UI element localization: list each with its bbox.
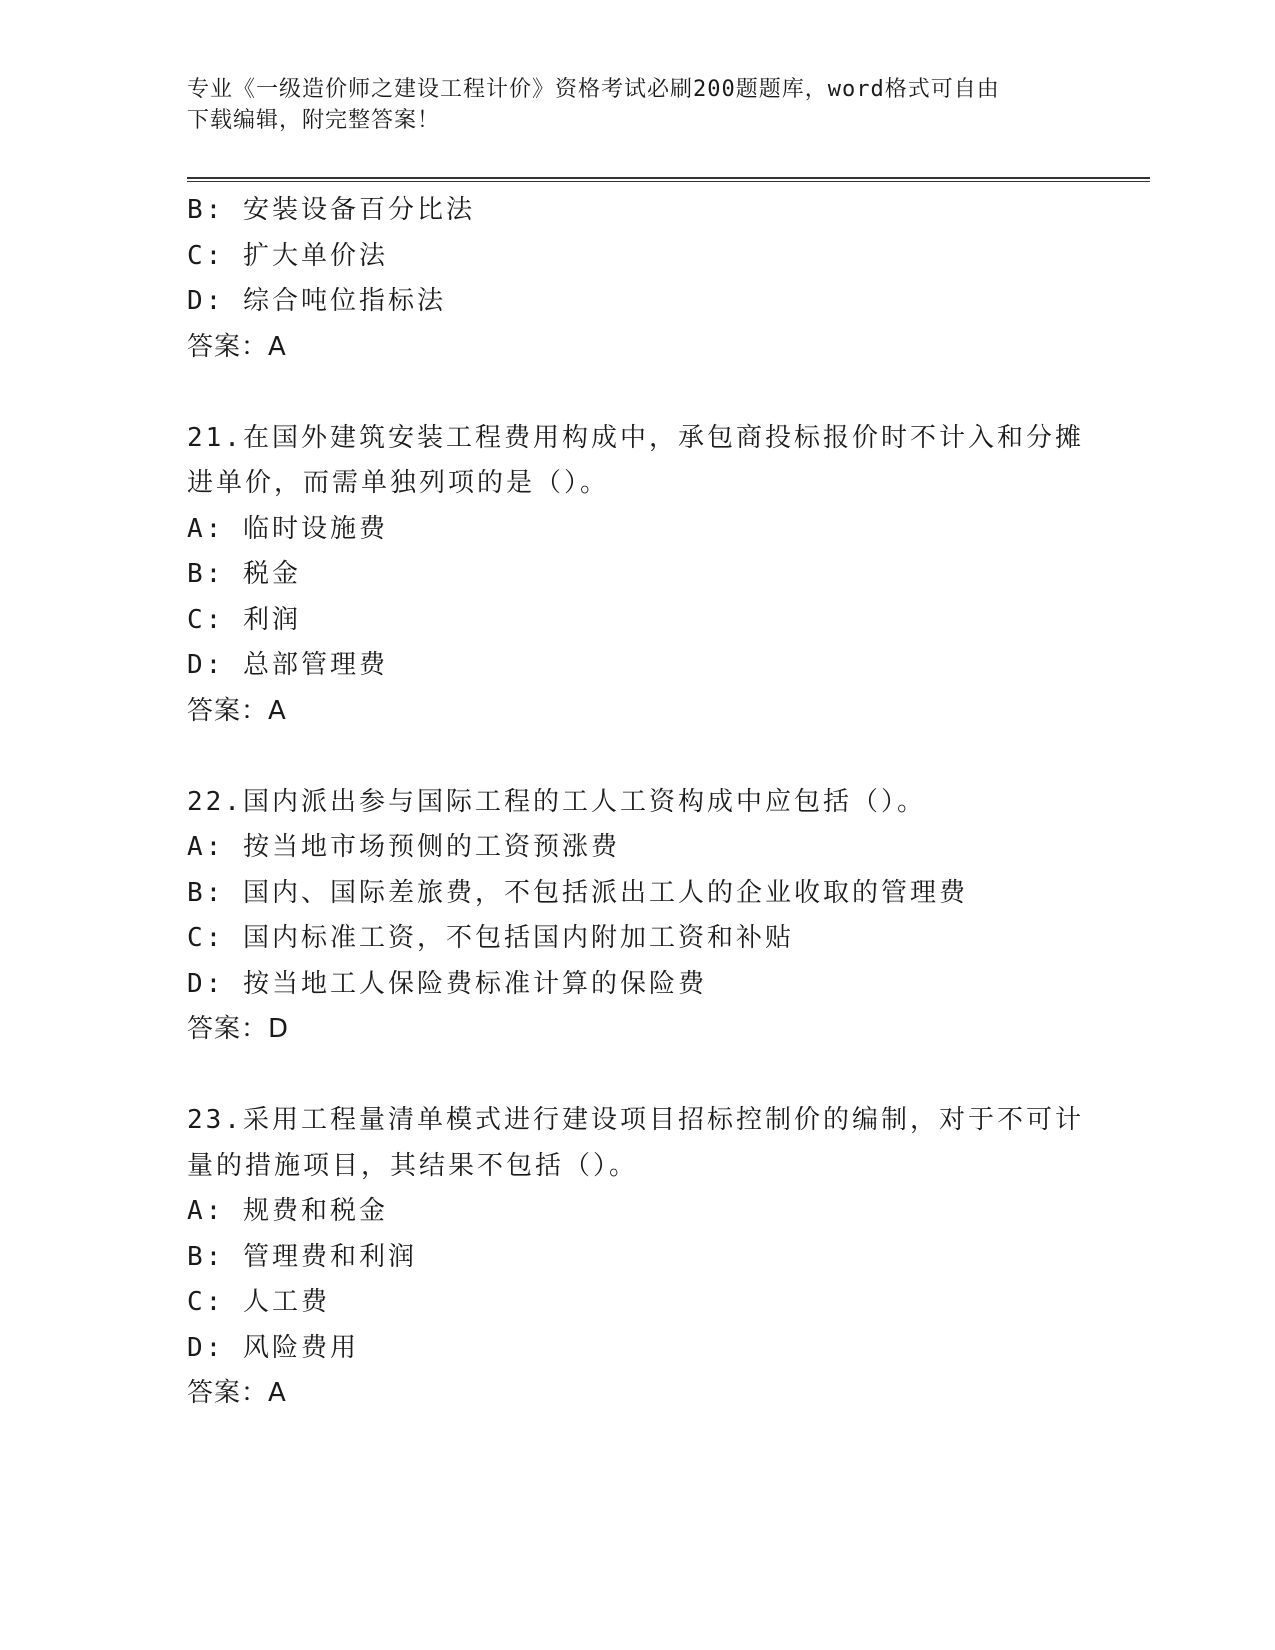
answer-line: 答案：A [187,331,287,362]
question-stem: 22.国内派出参与国际工程的工人工资构成中应包括（）。 [187,786,926,817]
header-line-1: 专业《一级造价师之建设工程计价》资格考试必刷200题题库，word格式可自由 [187,77,1000,102]
header-divider [187,177,1150,182]
option-b: B: 税金 [187,559,301,589]
option-a: A: 按当地市场预侧的工资预涨费 [187,832,620,862]
question-stem-continued: 量的措施项目，其结果不包括（）。 [187,1150,639,1181]
option-d: D: 总部管理费 [187,650,388,680]
header-line-2: 下载编辑，附完整答案！ [187,108,441,133]
option-c: C: 扩大单价法 [187,240,388,271]
previous-question-block [187,188,1087,370]
option-a: A: 规费和税金 [187,1196,388,1226]
option-b: B: 管理费和利润 [187,1241,417,1272]
spacer [187,734,1087,780]
question-stem-continued: 进单价，而需单独列项的是（）。 [187,468,610,498]
option-b: B: 安装设备百分比法 [187,195,475,225]
question-23 [187,1098,1087,1417]
spacer [187,1053,1087,1099]
question-list [187,188,1087,1417]
option-d: D: 按当地工人保险费标准计算的保险费 [187,968,707,999]
document-header [187,74,1087,136]
option-d: D: 风险费用 [187,1332,359,1363]
question-stem: 23.采用工程量清单模式进行建设项目招标控制价的编制，对于不可计 [187,1105,1084,1135]
spacer [187,370,1087,416]
option-c: C: 人工费 [187,1287,330,1317]
option-d: D: 综合吨位指标法 [187,286,446,316]
question-21 [187,416,1087,735]
option-a: A: 临时设施费 [187,513,388,544]
option-b: B: 国内、国际差旅费，不包括派出工人的企业收取的管理费 [187,877,968,908]
option-c: C: 国内标准工资，不包括国内附加工资和补贴 [187,923,794,953]
answer-line: 答案：A [187,695,287,726]
question-stem: 21.在国外建筑安装工程费用构成中，承包商投标报价时不计入和分摊 [187,422,1084,453]
question-22 [187,780,1087,1053]
answer-line: 答案：D [187,1014,290,1044]
answer-line: 答案：A [187,1378,287,1408]
option-c: C: 利润 [187,604,301,635]
